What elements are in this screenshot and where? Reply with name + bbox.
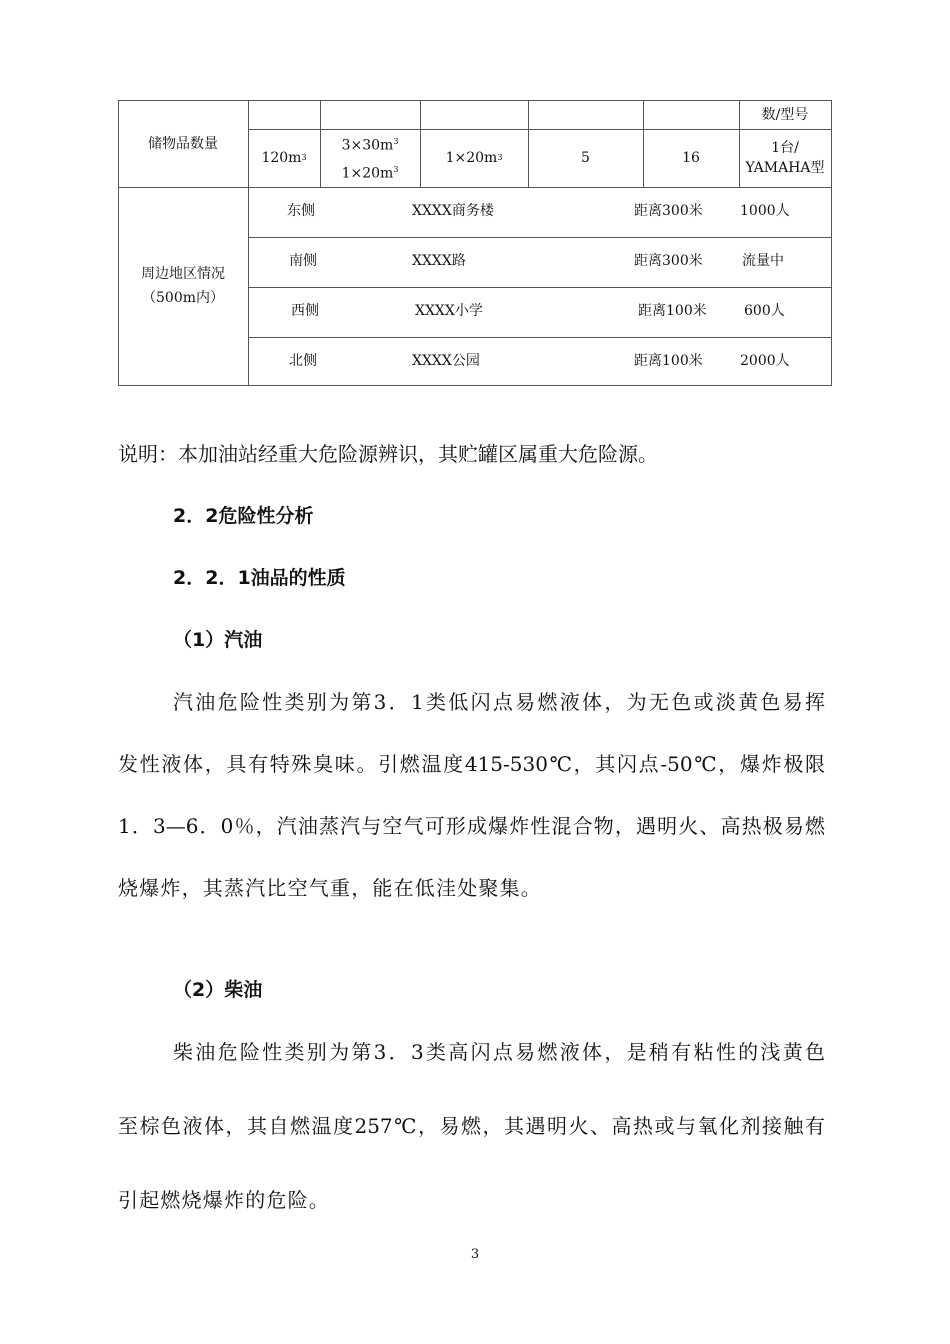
surroundings-label: 周边地区情况 （500m内）	[141, 266, 225, 306]
storage-cell: 1台/ YAMAHA型	[745, 140, 825, 176]
paragraph-line: 烧爆炸，其蒸汽比空气重，能在低洼处聚集。	[118, 876, 542, 900]
note-text: 说明：本加油站经重大危险源辨识，其贮罐区属重大危险源。	[118, 442, 658, 466]
storage-cell: 5	[581, 150, 590, 166]
storage-cell: $3\times 30m^3$ $1\times 20m^3$	[341, 137, 399, 182]
paragraph-line: 柴油危险性类别为第3．3类高闪点易燃液体，是稍有粘性的浅黄色	[173, 1040, 825, 1064]
diesel-heading: （2）柴油	[173, 979, 263, 1001]
storage-cell: 16	[682, 150, 700, 166]
page-number: 3	[470, 1247, 480, 1262]
model-header: 数/型号	[761, 106, 809, 123]
paragraph-line: 汽油危险性类别为第3．1类低闪点易燃液体，为无色或淡黄色易挥	[173, 690, 825, 714]
gasoline-heading: （1）汽油	[173, 629, 263, 651]
section-heading: 2．2危险性分析	[173, 505, 314, 527]
storage-cell: 1×20 m 3	[445, 150, 503, 166]
paragraph-line: 发性液体，具有特殊臭味。引燃温度415-530℃，其闪点-50℃，爆炸极限	[118, 752, 825, 776]
storage-label: 储物品数量	[148, 135, 218, 152]
storage-cell: 120 m 3	[261, 150, 307, 166]
paragraph-line: 引起燃烧爆炸的危险。	[118, 1188, 330, 1212]
subsection-heading: 2．2．1油品的性质	[173, 567, 346, 589]
paragraph-line: 1．3—6．0％，汽油蒸汽与空气可形成爆炸性混合物，遇明火、高热极易燃	[118, 814, 825, 838]
paragraph-line: 至棕色液体，其自燃温度257℃，易燃，其遇明火、高热或与氧化剂接触有	[118, 1114, 825, 1138]
